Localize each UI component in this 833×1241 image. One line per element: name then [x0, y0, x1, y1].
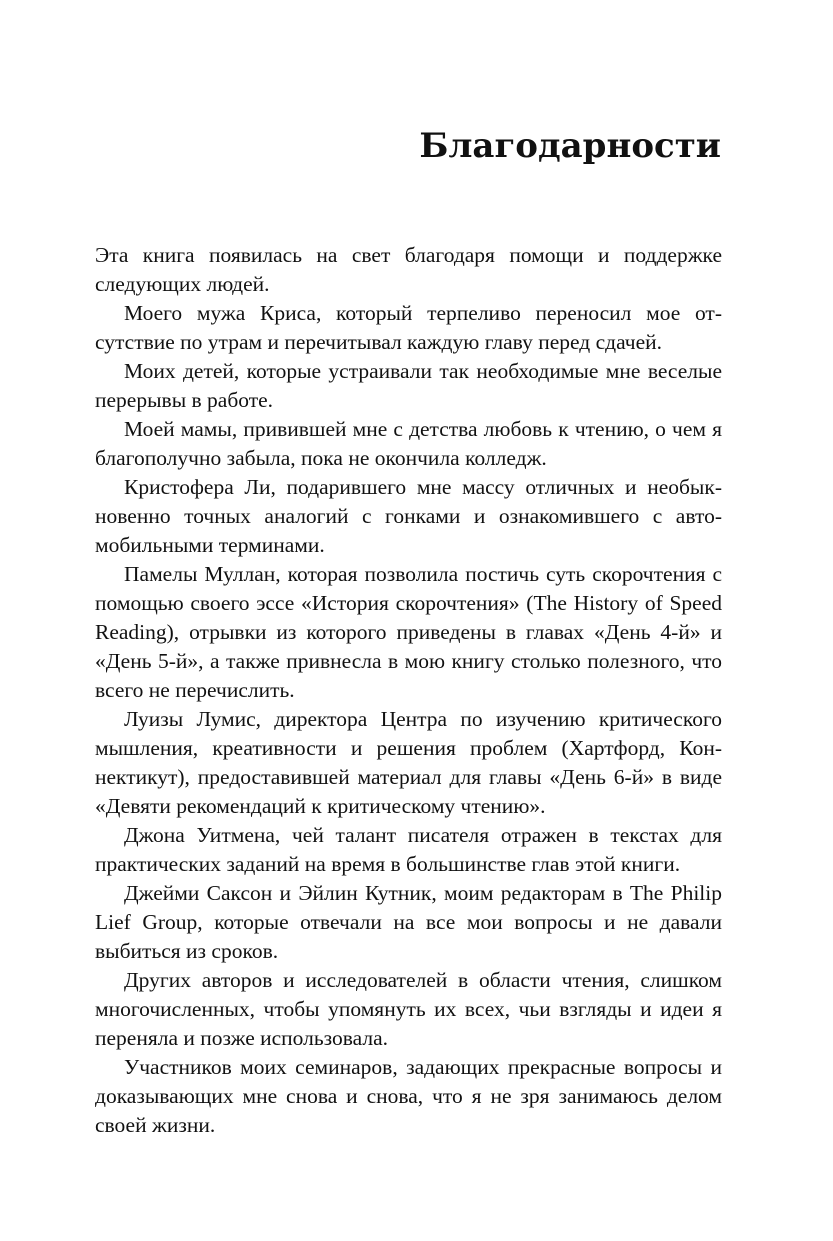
paragraph-intro: Эта книга появилась на свет благодаря помощи и поддержке следующих людей.	[95, 243, 722, 296]
body-text	[95, 241, 722, 1140]
paragraph-researchers: Других авторов и исследователей в области чтения, слишком многочисленных, чтобы упомянуть их всех, чьи взгляды и идеи я переняла и позже использовала.	[95, 968, 722, 1050]
paragraph-seminar-participants: Участников моих семинаров, задающих прекрасные вопросы и доказывающих мне снова и снова, что я не зря занимаюсь делом своей жизни.	[95, 1055, 722, 1137]
paragraph-pamela-mullan: Памелы Муллан, которая позволила постичь суть скорочтения с помощью своего эссе «История скорочтения» (The History of Speed Reading), отрывки из которого приведены в главах «День 4-й» и «День 5-й», а также привнесла в мою книгу столько полезного, что всего не перечислить.	[95, 562, 722, 702]
paragraph-christopher-lee: Кристофера Ли, подарившего мне массу отличных и необыкновенно точных аналогий с гонками и ознакомившего с автомобильными терминами.	[95, 475, 722, 557]
paragraph-editors: Джейми Саксон и Эйлин Кутник, моим редакторам в The Philip Lief Group, которые отвечали на все мои вопросы и не давали выбиться из сроков.	[95, 881, 722, 963]
paragraph-louise-loomis: Луизы Лумис, директора Центра по изучению критического мышления, креативности и решения проблем (Хартфорд, Коннектикут), предоставившей материал для главы «День 6-й» в виде «Девяти рекомендаций к критическому чтению».	[95, 707, 722, 818]
paragraph-children: Моих детей, которые устраивали так необходимые мне веселые перерывы в работе.	[95, 359, 722, 412]
paragraph-husband: Моего мужа Криса, который терпеливо переносил мое отсутствие по утрам и перечитывал каждую главу перед сдачей.	[95, 301, 722, 354]
paragraph-john-whitman: Джона Уитмена, чей талант писателя отражен в текстах для практических заданий на время в большинстве глав этой книги.	[95, 823, 722, 876]
page-title: Благодарности	[419, 126, 721, 166]
paragraph-mother: Моей мамы, привившей мне с детства любовь к чтению, о чем я благополучно забыла, пока не окончила колледж.	[95, 417, 722, 470]
